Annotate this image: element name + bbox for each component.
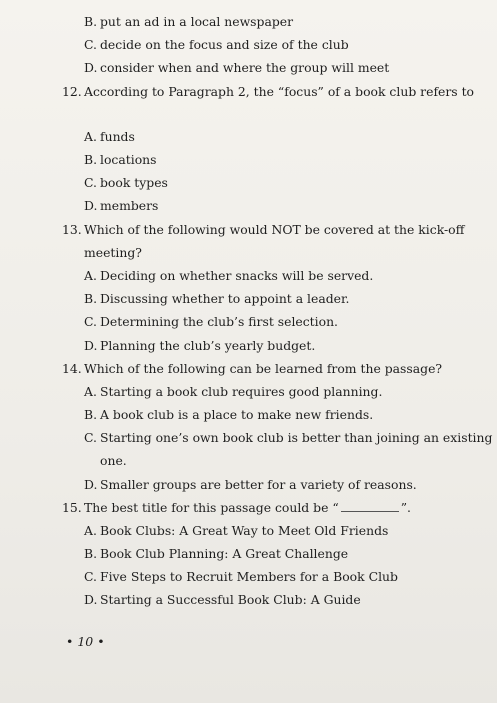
q11-option-b: B. put an ad in a local newspaper <box>84 14 294 29</box>
question-12: 12. According to Paragraph 2, the “focus” of a book club refers to <box>62 84 475 99</box>
q15-option-d: D. Starting a Successful Book Club: A Guide <box>84 592 361 607</box>
q13-option-c: C. Determining the club’s first selection. <box>84 314 338 329</box>
q12-option-d: D. members <box>84 198 159 213</box>
q12-option-b: B. locations <box>84 152 157 167</box>
question-13: 13. Which of the following would NOT be covered at the kick-off <box>62 222 465 237</box>
q14-option-d: D. Smaller groups are better for a variety of reasons. <box>84 477 417 492</box>
q14-option-a: A. Starting a book club requires good planning. <box>84 384 383 399</box>
q15-option-b: B. Book Club Planning: A Great Challenge <box>84 546 349 561</box>
page-number: • 10 • <box>66 634 105 649</box>
q14-option-c-continuation: one. <box>100 453 127 468</box>
q14-option-c: C. Starting one’s own book club is better than joining an existing <box>84 430 493 445</box>
question-15: 15. The best title for this passage could be “ ”. <box>62 500 411 515</box>
question-13-continuation: meeting? <box>84 245 142 260</box>
q12-option-a: A. funds <box>84 129 135 144</box>
q15-option-c: C. Five Steps to Recruit Members for a Book Club <box>84 569 398 584</box>
q13-option-d: D. Planning the club’s yearly budget. <box>84 338 316 353</box>
q13-option-a: A. Deciding on whether snacks will be served. <box>84 268 374 283</box>
q14-option-b: B. A book club is a place to make new friends. <box>84 407 374 422</box>
q11-option-c: C. decide on the focus and size of the club <box>84 37 349 52</box>
q15-option-a: A. Book Clubs: A Great Way to Meet Old Friends <box>84 523 389 538</box>
q12-option-c: C. book types <box>84 175 168 190</box>
q11-option-d: D. consider when and where the group will meet <box>84 60 390 75</box>
answer-blank <box>341 500 399 512</box>
question-14: 14. Which of the following can be learned from the passage? <box>62 361 443 376</box>
q13-option-b: B. Discussing whether to appoint a leader. <box>84 291 350 306</box>
